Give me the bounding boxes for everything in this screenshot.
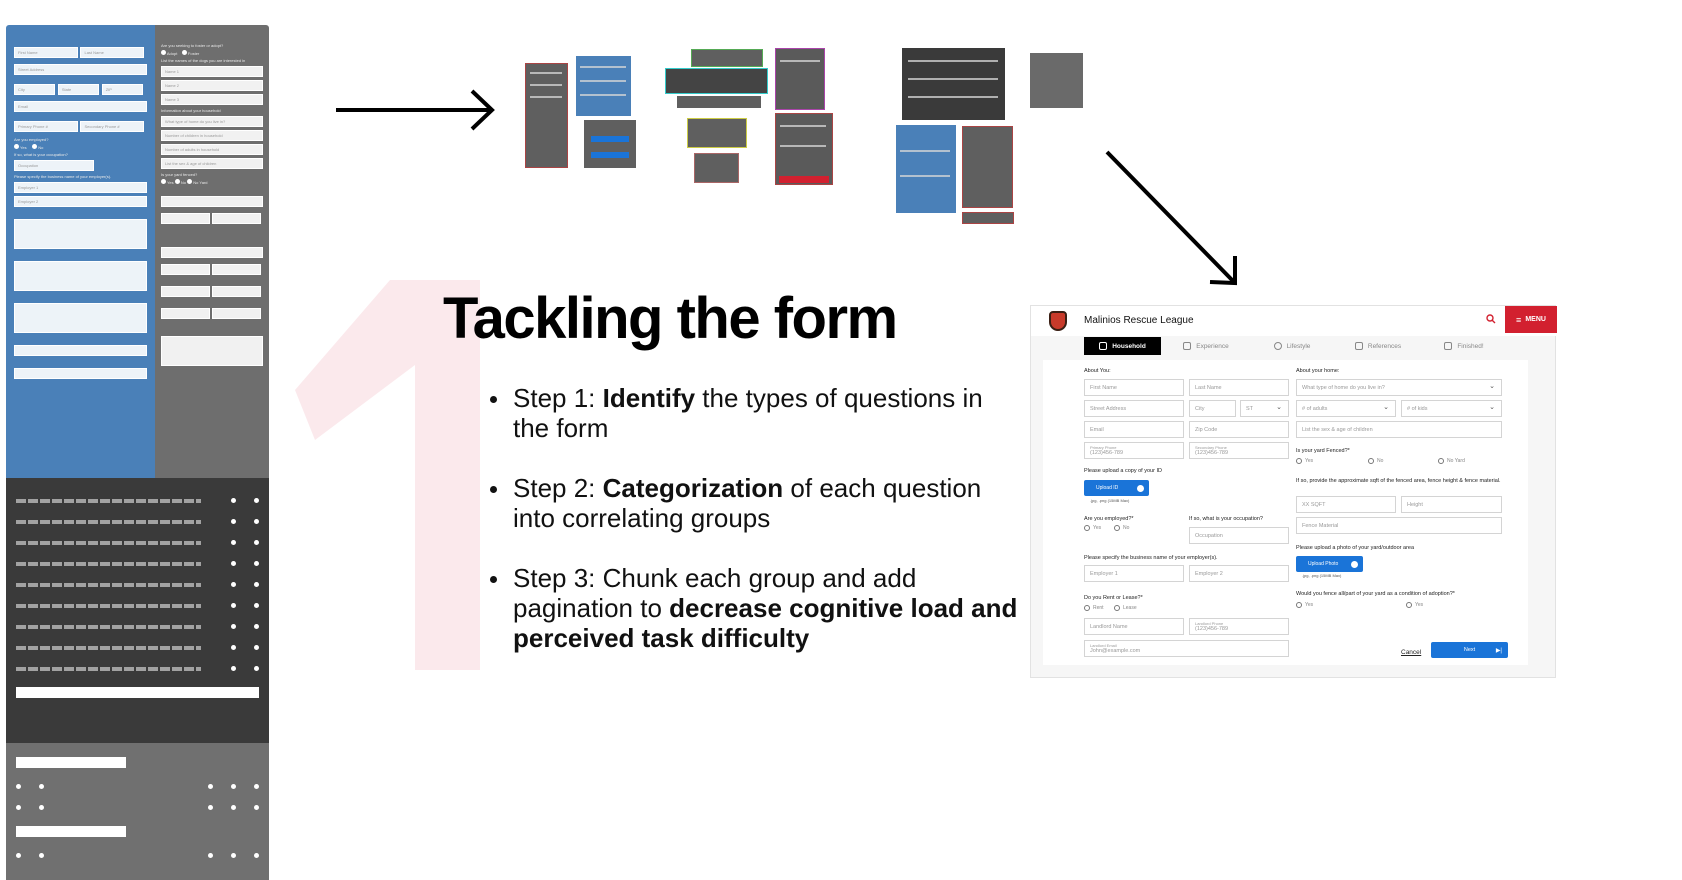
briefcase-icon [1183,342,1191,350]
home-type-select[interactable]: What type of home do you live in? ⌄ [1296,379,1502,396]
radio-label: No [38,145,44,150]
checkbox-icon [1444,342,1452,350]
sqft-input[interactable]: XX SQFT [1296,496,1396,513]
file-type-hint: .jpg, .png (15MB Max) [1090,498,1130,503]
thumbnail-group [665,68,768,94]
thumbnail-group [584,120,636,168]
last-name-input[interactable]: Last Name [1189,379,1289,396]
long-form-question: Are you employed? [14,137,49,142]
secondary-phone-input[interactable]: Secondary Phone (123)456-789 [1189,442,1289,459]
zip-code-input[interactable]: Zip Code [1189,421,1289,438]
long-form-field: Primary Phone # [14,121,78,132]
globe-icon [1274,342,1282,350]
fence-height-input[interactable]: Height [1401,496,1502,513]
upload-icon [1351,561,1358,568]
long-form-question: Please specify the business name of your employer(s). [14,174,112,179]
long-form-field: Number of adults in household [161,144,263,155]
long-form-field: Name 3 [161,94,263,105]
long-form-field: Street Address [14,64,147,75]
upload-id-button[interactable]: Upload ID [1084,480,1149,496]
section-label-about-you: About You: [1084,368,1111,374]
thumbnail-bar [591,152,629,158]
long-form-question: Is your yard fenced? [161,172,198,177]
upload-photo-button[interactable]: Upload Photo [1296,556,1363,572]
thumbnail-group [677,96,761,108]
thumbnail-group [691,49,763,67]
long-form-field: Last Name [80,47,144,58]
hamburger-icon: ≡ [1516,314,1522,325]
long-form-question: Are you seeking to foster or adopt? [161,43,224,48]
step-item: Step 3: Chunk each group and add pagination to decrease cognitive load and perceived task difficulty [490,563,1020,653]
fenced-no-yard-radio[interactable]: No Yard [1438,458,1465,464]
lease-radio[interactable]: Lease [1114,605,1137,611]
thumbnail-group [687,118,747,148]
next-button[interactable]: Next ▶| [1431,642,1508,658]
thumbnail-group [962,212,1014,224]
long-form-field: Employer 2 [14,196,147,207]
long-form-question: If so, what is your occupation? [14,152,68,157]
occupation-question: If so, what is your occupation? [1189,516,1263,522]
primary-phone-input[interactable]: Primary Phone (123)456-789 [1084,442,1184,459]
down-right-arrow-icon [1107,152,1235,283]
cancel-link[interactable]: Cancel [1401,649,1422,656]
mockup-header [1031,306,1557,336]
step-item: Step 1: Identify the types of questions in the form [490,383,1020,443]
long-form-question: List the names of the dogs you are interested in [161,58,246,63]
yard-photo-question: Please upload a photo of your yard/outdoor area [1296,545,1415,551]
right-arrow-icon [336,91,492,129]
thumbnail-group [694,153,739,183]
rent-lease-question: Do you Rent or Lease?* [1084,595,1143,601]
street-address-input[interactable]: Street Address [1084,400,1184,417]
kids-select[interactable]: # of kids ⌄ [1401,400,1502,417]
long-form-field: Name 2 [161,80,263,91]
section-label-about-home: About your home: [1296,368,1340,374]
search-icon [1486,314,1496,324]
form-steps-tabs [1084,337,1509,355]
tab-references[interactable]: References [1337,337,1419,355]
long-form-field: Number of children in household [161,130,263,141]
tab-lifestyle[interactable]: Lifestyle [1251,337,1333,355]
employer-1-input[interactable]: Employer 1 [1084,565,1184,582]
rent-radio[interactable]: Rent [1084,605,1104,611]
employed-question: Are you employed?* [1084,516,1134,522]
menu-button[interactable] [1505,306,1557,333]
long-form-field: List the sex & age of children [161,158,263,169]
employed-no-radio[interactable]: No [1114,525,1129,531]
fenced-question: Is your yard Fenced?* [1296,448,1350,454]
radio-label: Foster [187,51,200,56]
long-form-field: ZIP [102,84,143,95]
employed-yes-radio[interactable]: Yes [1084,525,1101,531]
thumbnail-group [775,48,825,110]
long-form-field: What type of home do you live in? [161,116,263,127]
step-item: Step 2: Categorization of each question into correlating groups [490,473,1020,533]
long-form-field: Email [14,101,147,112]
thumbnail-group [775,113,833,185]
house-icon [1099,342,1107,350]
landlord-name-input[interactable]: Landlord Name [1084,618,1184,635]
thumbnail-group [962,126,1013,208]
tab-household[interactable]: Household [1084,337,1161,355]
employer-2-input[interactable]: Employer 2 [1189,565,1289,582]
file-type-hint: .jpg, .png (15MB Max) [1302,573,1342,578]
fence-condition-yes-radio[interactable]: Yes [1296,602,1313,608]
long-form-field: Employer 1 [14,182,147,193]
long-form-field: Occupation [14,160,94,171]
city-input[interactable]: City [1189,400,1236,417]
radio-label: Yes [20,145,27,150]
menu-label: MENU [1525,316,1546,323]
fence-condition-question: Would you fence all/part of your yard as a condition of adoption?* [1296,591,1455,597]
sqft-question: If so, provide the approximate sqft of the fenced area, fence height & fence material. [1296,478,1501,484]
long-form-field: Secondary Phone # [80,121,144,132]
thumbnail-group [1030,53,1083,108]
thumbnail-group [576,56,631,116]
thumbnail-bar [591,136,629,142]
fence-condition-yes-radio-2[interactable]: Yes [1406,602,1423,608]
thumbnail-group [896,125,956,213]
thumbnail-group [525,63,568,168]
fence-material-input[interactable]: Fence Material [1296,517,1502,534]
email-input[interactable]: Email [1084,421,1184,438]
fenced-no-radio[interactable]: No [1368,458,1383,464]
radio-label: Yes [167,180,174,185]
page-title: Tackling the form [443,286,897,351]
radio-label: No [180,180,186,185]
search-button[interactable] [1477,306,1505,332]
radio-label: Adopt [166,51,178,56]
radio-label: No Yard [193,180,208,185]
steps-list [490,383,1020,683]
upload-id-label: Please upload a copy of your ID [1084,468,1162,474]
fenced-yes-radio[interactable]: Yes [1296,458,1313,464]
skip-next-icon: ▶| [1495,647,1502,654]
state-select[interactable]: ST ⌄ [1240,400,1289,417]
long-form-field: Name 1 [161,66,263,77]
adults-select[interactable]: # of adults ⌄ [1296,400,1396,417]
tab-finished[interactable]: Finished! [1423,337,1505,355]
thumbnail-bar [779,176,829,183]
children-sex-age-input[interactable]: List the sex & age of children [1296,421,1502,438]
employer-question: Please specify the business name of your employer(s). [1084,555,1218,561]
rescue-league-logo [1049,311,1067,331]
redesigned-form-mockup [1030,305,1556,678]
landlord-email-input[interactable]: Landlord Email John@example.com [1084,640,1289,657]
first-name-input[interactable]: First Name [1084,379,1184,396]
form-card [1043,360,1528,665]
occupation-input[interactable]: Occupation [1189,527,1289,544]
thumbnail-group [902,48,1005,120]
long-form-field: City [14,84,55,95]
upload-icon [1137,485,1144,492]
landlord-phone-input[interactable]: Landlord Phone (123)456-789 [1189,618,1289,635]
long-form-field: First Name [14,47,78,58]
long-form-question: Information about your household [161,108,221,113]
tab-experience[interactable]: Experience [1165,337,1247,355]
people-icon [1355,342,1363,350]
long-form-field: State [58,84,99,95]
brand-name: Malinios Rescue League [1084,315,1194,326]
